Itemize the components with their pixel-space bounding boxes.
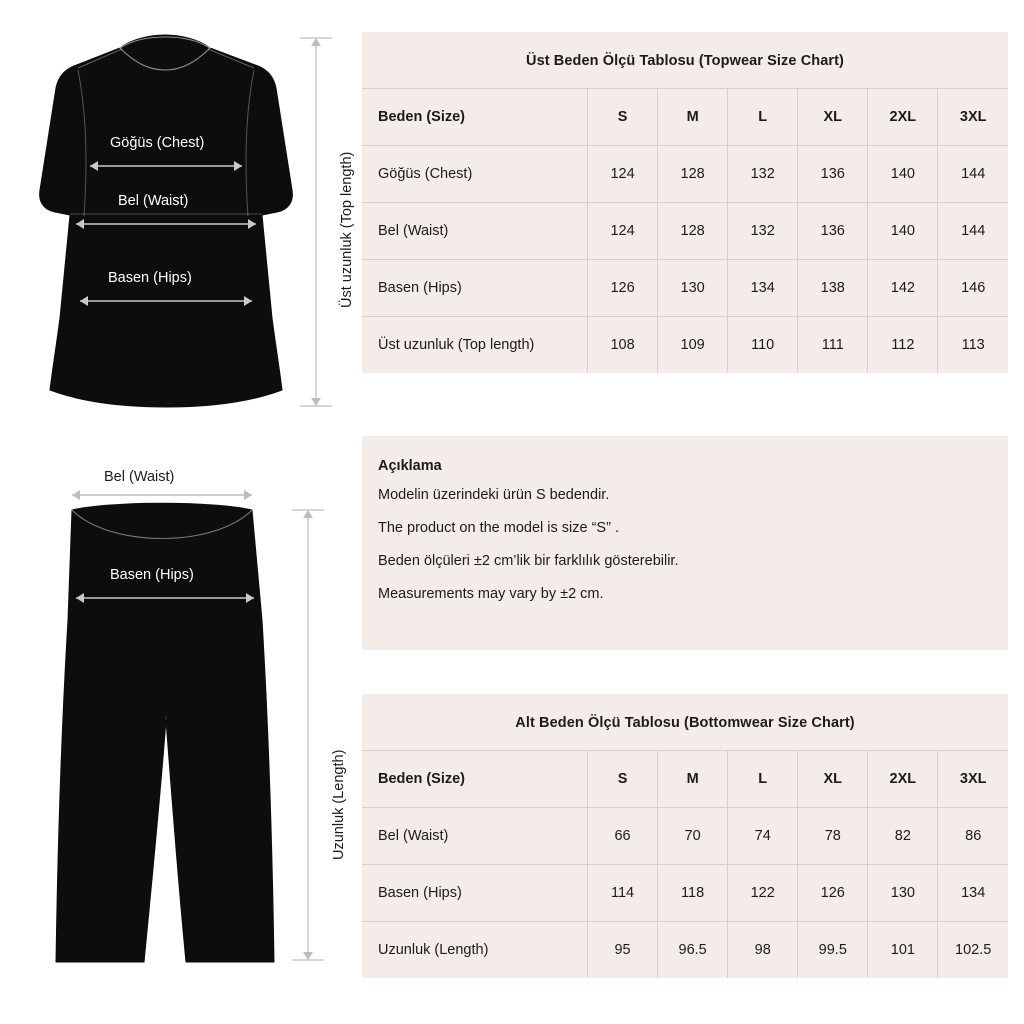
- cell: 142: [868, 260, 938, 317]
- bottom-length-measure-arrow: [292, 510, 324, 960]
- topwear-drawing: [0, 18, 360, 428]
- tables-column: [360, 0, 1024, 1024]
- column-header-2xl: 2XL: [868, 89, 938, 146]
- cell: 136: [798, 203, 868, 260]
- column-header-xl: XL: [798, 89, 868, 146]
- table-row: [362, 865, 1008, 922]
- bottomwear-table: [362, 750, 1008, 978]
- cell: 95: [588, 922, 658, 979]
- cell: 111: [798, 317, 868, 374]
- bottomwear-chart-title: Alt Beden Ölçü Tablosu (Bottomwear Size Chart): [515, 715, 855, 731]
- cell: 130: [868, 865, 938, 922]
- cell: 134: [728, 260, 798, 317]
- topwear-table: [362, 88, 1008, 373]
- column-header-l: L: [728, 751, 798, 808]
- column-header-s: S: [588, 751, 658, 808]
- cell: 86: [938, 808, 1008, 865]
- cell: 124: [588, 203, 658, 260]
- cell: 98: [728, 922, 798, 979]
- cell: 118: [658, 865, 728, 922]
- column-header-3xl: 3XL: [938, 89, 1008, 146]
- cell: 126: [798, 865, 868, 922]
- cell: 146: [938, 260, 1008, 317]
- bottomwear-size-chart: [362, 694, 1008, 978]
- column-header-2xl: 2XL: [868, 751, 938, 808]
- cell: 70: [658, 808, 728, 865]
- table-row: [362, 146, 1008, 203]
- cell: 132: [728, 203, 798, 260]
- table-row: [362, 317, 1008, 374]
- cell: 124: [588, 146, 658, 203]
- hips-label: Basen (Hips): [108, 270, 192, 286]
- cell: 128: [658, 146, 728, 203]
- topwear-illustration: [0, 18, 360, 428]
- column-header-size: Beden (Size): [362, 89, 588, 146]
- row-label: Basen (Hips): [362, 865, 588, 922]
- cell: 130: [658, 260, 728, 317]
- note-title: Açıklama: [378, 458, 442, 474]
- cell: 122: [728, 865, 798, 922]
- column-header-l: L: [728, 89, 798, 146]
- table-row: [362, 203, 1008, 260]
- cell: 132: [728, 146, 798, 203]
- chest-label: Göğüs (Chest): [110, 135, 205, 151]
- column-header-m: M: [658, 751, 728, 808]
- topwear-chart-title: Üst Beden Ölçü Tablosu (Topwear Size Chart): [526, 53, 844, 69]
- bottomwear-drawing: [0, 470, 360, 1000]
- illustrations-column: [0, 0, 360, 1024]
- cell: 109: [658, 317, 728, 374]
- note-line: Modelin üzerindeki ürün S bedendir.: [378, 487, 610, 503]
- column-header-m: M: [658, 89, 728, 146]
- cell: 144: [938, 203, 1008, 260]
- table-row: [362, 260, 1008, 317]
- cell: 108: [588, 317, 658, 374]
- row-label: Basen (Hips): [362, 260, 588, 317]
- row-label: Bel (Waist): [362, 808, 588, 865]
- row-label: Uzunluk (Length): [362, 922, 588, 979]
- row-label: Bel (Waist): [362, 203, 588, 260]
- cell: 140: [868, 203, 938, 260]
- topwear-size-chart: [362, 32, 1008, 373]
- cell: 110: [728, 317, 798, 374]
- cell: 140: [868, 146, 938, 203]
- bottom-length-label: Uzunluk (Length): [331, 749, 347, 860]
- cell: 101: [868, 922, 938, 979]
- bottom-hips-label: Basen (Hips): [110, 567, 194, 583]
- note-line: Beden ölçüleri ±2 cm’lik bir farklılık gösterebilir.: [378, 552, 679, 569]
- cell: 113: [938, 317, 1008, 374]
- column-header-3xl: 3XL: [938, 751, 1008, 808]
- table-header-row: [362, 751, 1008, 808]
- top-length-measure-arrow: [300, 38, 332, 406]
- column-header-size: Beden (Size): [362, 751, 588, 808]
- bottom-waist-measure-arrow: [72, 490, 252, 500]
- table-header-row: [362, 89, 1008, 146]
- cell: 102.5: [938, 922, 1008, 979]
- waist-label: Bel (Waist): [118, 193, 189, 209]
- top-length-label: Üst uzunluk (Top length): [339, 151, 355, 308]
- cell: 66: [588, 808, 658, 865]
- row-label: Göğüs (Chest): [362, 146, 588, 203]
- note-line: Measurements may vary by ±2 cm.: [378, 585, 604, 602]
- cell: 96.5: [658, 922, 728, 979]
- cell: 114: [588, 865, 658, 922]
- cell: 144: [938, 146, 1008, 203]
- row-label: Üst uzunluk (Top length): [362, 317, 588, 374]
- cell: 112: [868, 317, 938, 374]
- table-row: [362, 808, 1008, 865]
- column-header-s: S: [588, 89, 658, 146]
- table-row: [362, 922, 1008, 979]
- note-card: [362, 436, 1008, 650]
- cell: 82: [868, 808, 938, 865]
- cell: 78: [798, 808, 868, 865]
- cell: 134: [938, 865, 1008, 922]
- cell: 128: [658, 203, 728, 260]
- cell: 74: [728, 808, 798, 865]
- note-line: The product on the model is size “S” .: [378, 519, 619, 536]
- bottom-waist-label: Bel (Waist): [104, 469, 175, 485]
- cell: 99.5: [798, 922, 868, 979]
- cell: 126: [588, 260, 658, 317]
- cell: 138: [798, 260, 868, 317]
- column-header-xl: XL: [798, 751, 868, 808]
- cell: 136: [798, 146, 868, 203]
- bottomwear-illustration: [0, 470, 360, 1000]
